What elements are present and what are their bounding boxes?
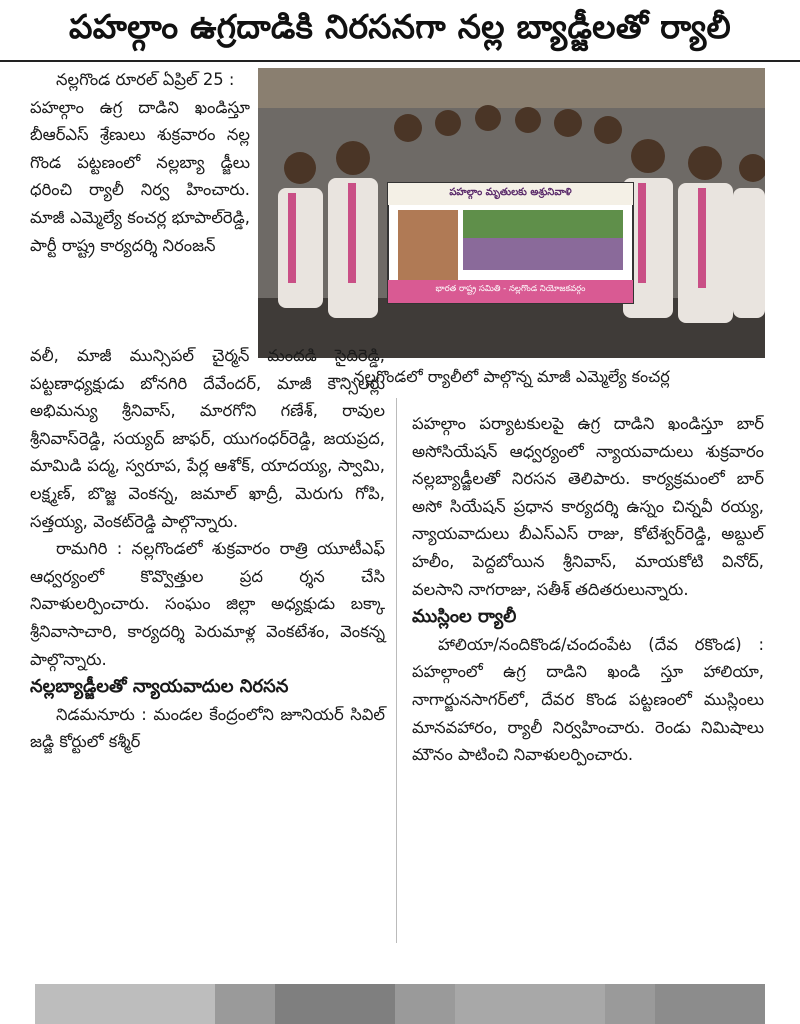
article2-right-text: పహల్గాం పర్యాటకులపై ఉగ్ర దాడిని ఖండిస్తూ బార్ అసోసియేషన్ ఆధ్వర్యంలో న్యాయవాదులు శుక్రవారం నల్లబ్యాడ్జీలతో నిరసన తెలిపారు. కార్యక్రమంలో బార్ అసో సియేషన్ ప్రధాన కార్యదర్శి ఉస్నం చిన్నవీ రయ్య, న్యాయవాదులు బీఎస్ఎస్ రాజు, కోటేశ్వర్‌రెడ్డి, అబ్దుల్ హలీం, పెద్దబోయిన శ్రీనివాస్, మాయకోటి వినోద్, వలసాని నాగరాజు, సతీశ్ తదితరులున్నారు. xyxy=(412,414,764,599)
right-column xyxy=(412,410,764,769)
article3-body: హాలియా/నందికొండ/చందంపేట (దేవ రకొండ) : పహల్గాంలో ఉగ్ర దాడిని ఖండి స్తూ హాలియా, నాగార్జునసాగర్‌లో, దేవర కొండ పట్టణంలో ముస్లింలు మానవహారం, ర్యాలీ నిర్వహించారు. రెండు నిమిషాలు మౌనం పాటించి నివాళులర్పించారు. xyxy=(412,634,764,765)
bottom-photo xyxy=(35,984,765,1024)
rally-photo xyxy=(258,68,765,358)
article1-ramagiri: రామగిరి : నల్లగొండలో శుక్రవారం రాత్రి యూటీఎఫ్ ఆధ్వర్యంలో కొవ్వొత్తుల ప్రద ర్శన చేసి నివాళులర్పించారు. సంఘం జిల్లా అధ్యక్షుడు బక్కా శ్రీనివాసాచారి, కార్యదర్శి పెరుమాళ్ల వెంకటేశం, వెంకన్న పాల్గొన్నారు. xyxy=(30,539,385,669)
rally-photo-illustration xyxy=(258,68,765,358)
photo-caption: నల్లగొండలో ర్యాలీలో పాల్గొన్న మాజీ ఎమ్మెల్యే కంచర్ల xyxy=(353,367,670,386)
article2-left-text: నిడమనూరు : మండల కేంద్రంలోని జూనియర్ సివిల్ జడ్జి కోర్టులో కశ్మీర్ xyxy=(30,704,385,752)
headline: పహల్గాం ఉగ్రదాడికి నిరసనగా నల్ల బ్యాడ్జీలతో ర్యాలీ xyxy=(0,0,800,62)
article1-bottom xyxy=(30,342,385,756)
banner-footer: భారత రాష్ట్ర సమితి - నల్లగొండ నియోజకవర్గం xyxy=(435,284,586,294)
article1-top xyxy=(30,66,250,259)
article1-intro: పహల్గాం ఉగ్ర దాడిని ఖండిస్తూ బీఆర్ఎస్ శ్రేణులు శుక్రవారం నల్ల గొండ పట్టణంలో నల్లబ్యా డ్జీలు ధరించి ర్యాలీ నిర్వ హించారు. మాజీ ఎమ్మెల్యే కంచర్ల భూపాల్‌రెడ్డి, పార్టీ రాష్ట్ర కార్యదర్శి నిరంజన్ xyxy=(30,97,250,255)
bottom-photo-illustration xyxy=(35,984,765,1024)
article1-continued: వలీ, మాజీ మున్సిపల్ చైర్మన్ మందడి సైదిరెడ్డి, పట్టణాధ్యక్షుడు బోనగిరి దేవేందర్, మాజీ కౌన్సిలర్లు అభిమన్యు శ్రీనివాస్, మారగోని గణేశ్, రావుల శ్రీనివాస్‌రెడ్డి, సయ్యద్ జాఫర్, యుగంధర్‌రెడ్డి, జయప్రద, మామిడి పద్మ, స్వరూప, పేర్ల ఆశోక్, యాదయ్య, స్వామి, లక్ష్మణ్, బొజ్జ వెంకన్న, జమాల్ ఖాద్రీ, మెరుగు గోపి, సత్తయ్య, వెంకట్‌రెడ్డి పాల్గొన్నారు. xyxy=(30,346,385,531)
article3-subhead: ముస్లింల ర్యాలీ xyxy=(412,606,517,628)
article2-subhead: నల్లబ్యాడ్జీలతో న్యాయవాదుల నిరసన xyxy=(30,676,289,698)
article1-dateline: నల్లగొండ రూరల్ ఏప్రిల్ 25 : xyxy=(56,70,235,89)
banner-title: పహల్గాం మృతులకు అశ్రునివాళి xyxy=(449,187,572,198)
column-divider xyxy=(396,398,397,943)
